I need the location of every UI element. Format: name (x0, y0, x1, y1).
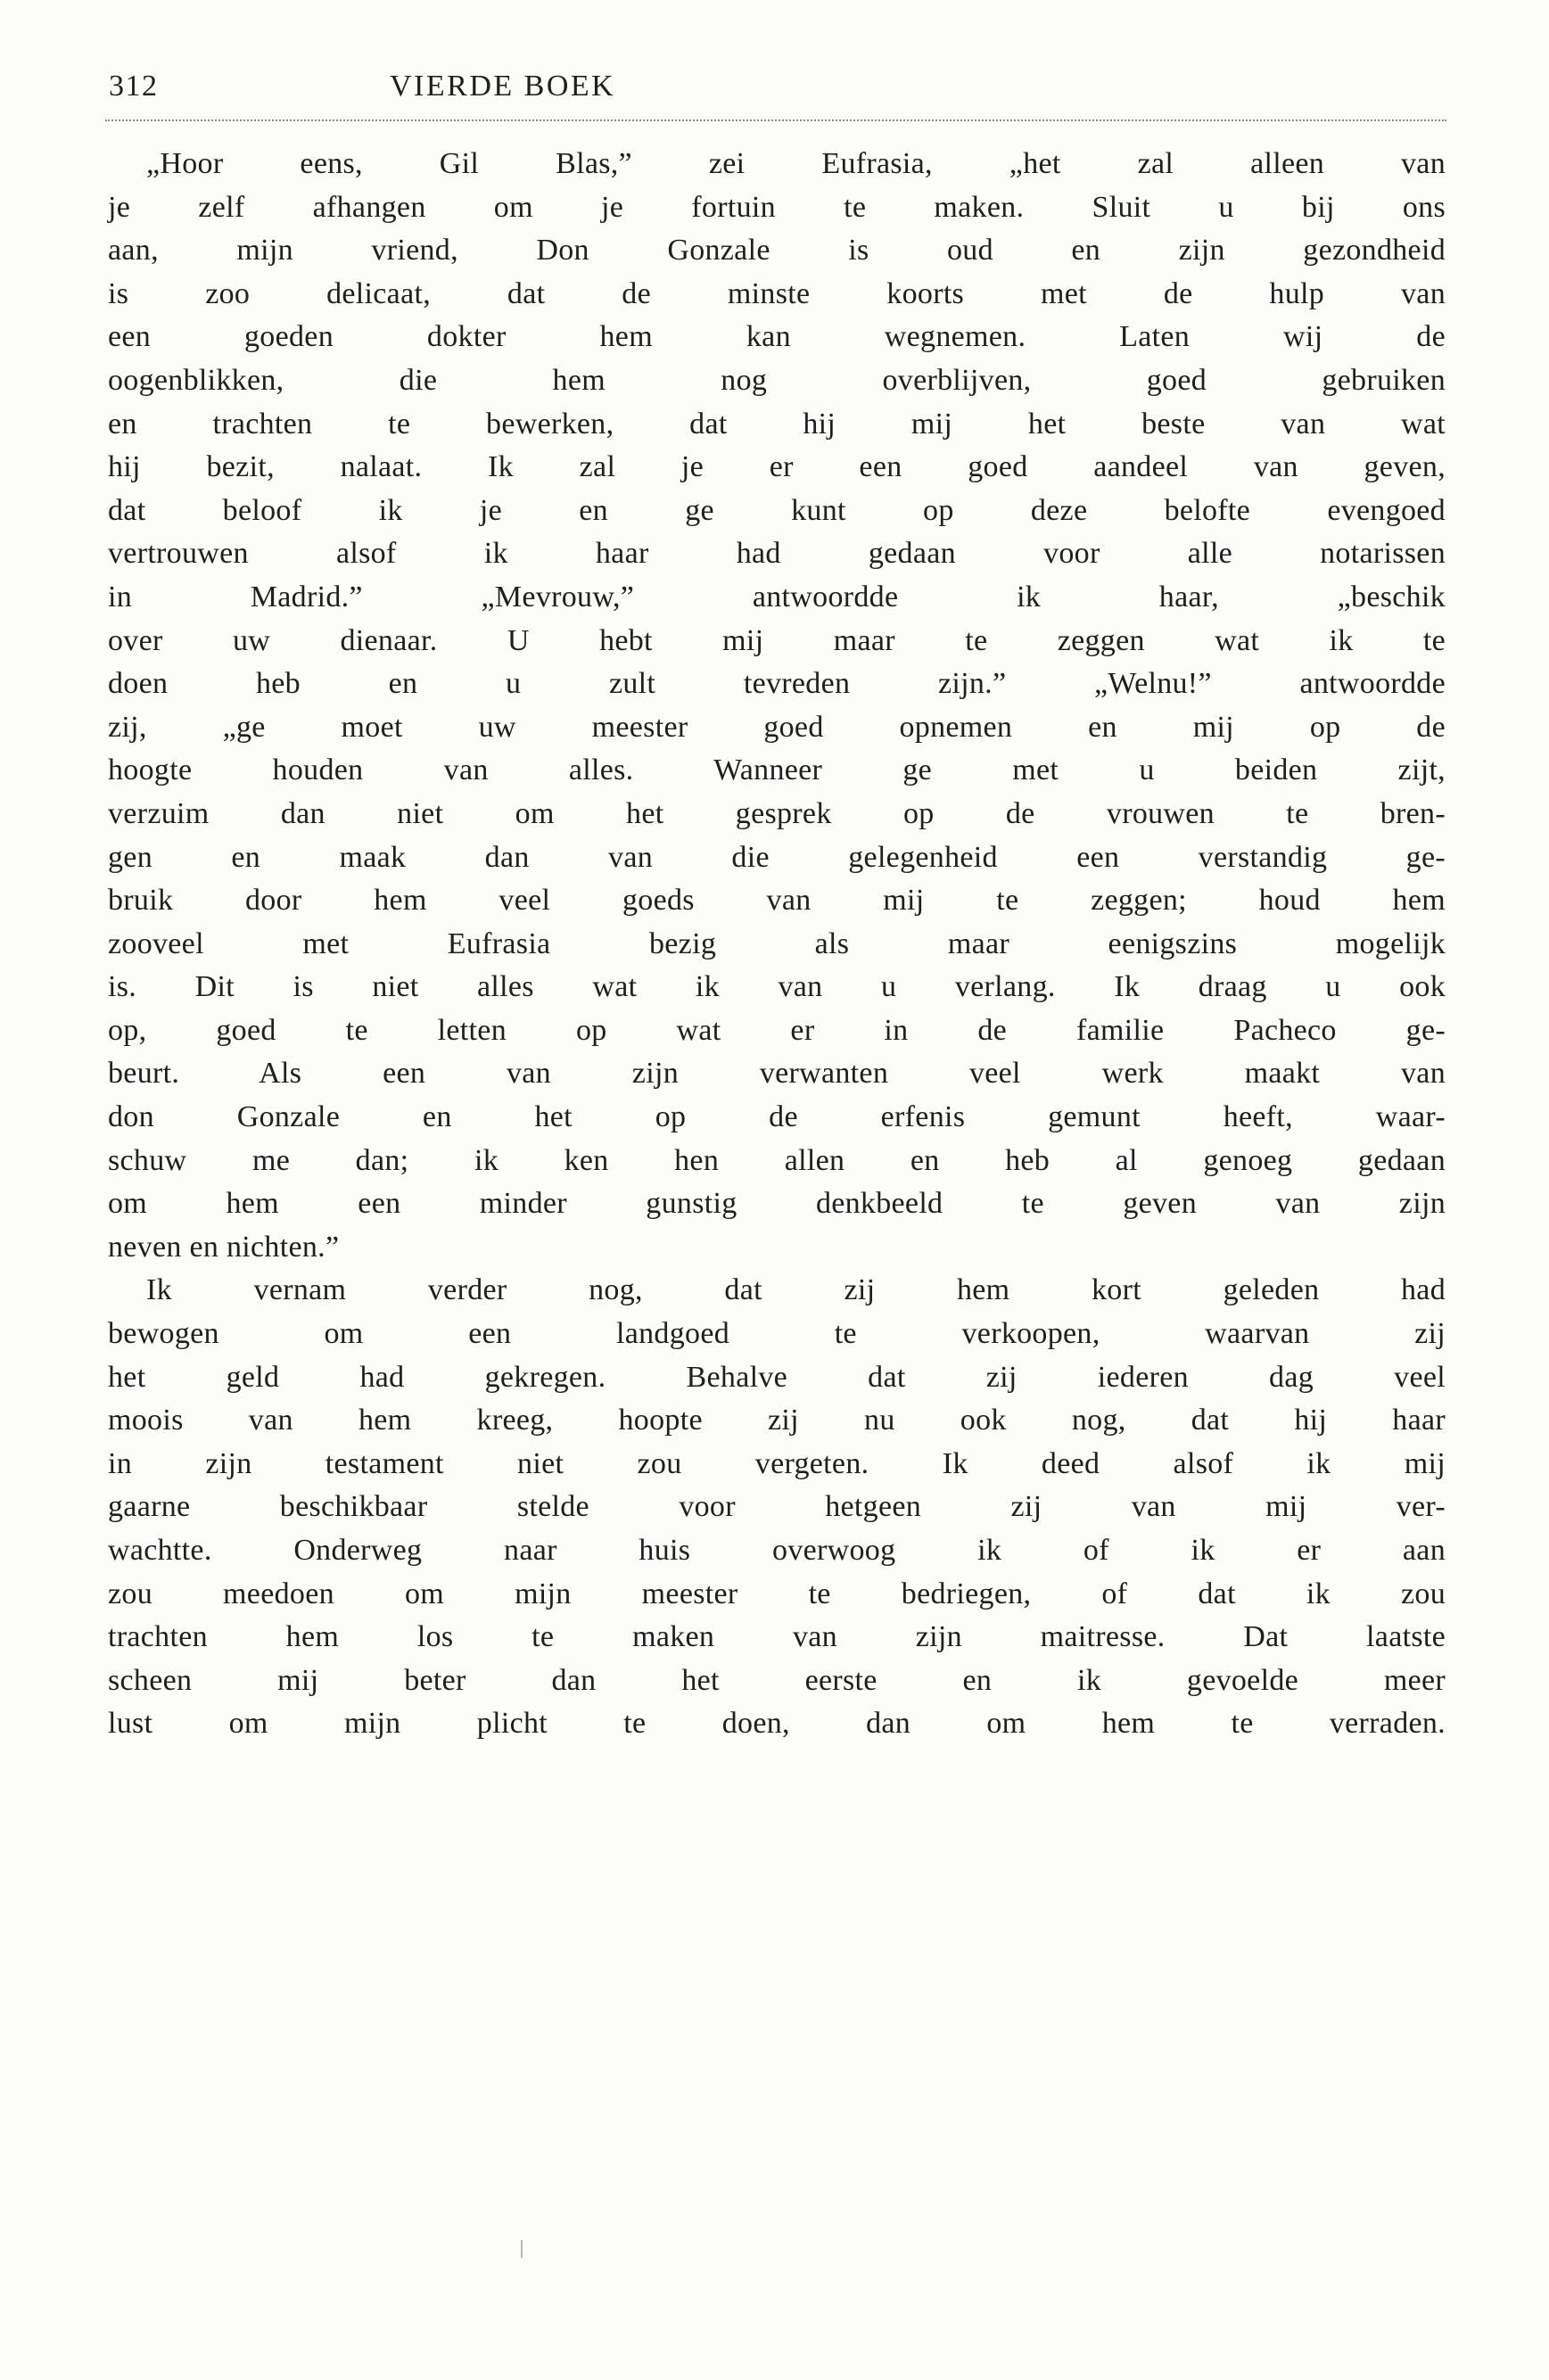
text-line: bruik door hem veel goeds van mij te zeggen; houd hem (108, 884, 1446, 918)
dotted-rule (105, 119, 1446, 121)
text-line: beurt. Als een van zijn verwanten veel werk maakt van (108, 1057, 1446, 1091)
text-line: lust om mijn plicht te doen, dan om hem te verraden. (108, 1707, 1446, 1741)
text-line: een goeden dokter hem kan wegnemen. Laten wij de (108, 320, 1446, 354)
text-line: bewogen om een landgoed te verkoopen, waarvan zij (108, 1317, 1446, 1351)
text-line: verzuim dan niet om het gesprek op de vrouwen te bren- (108, 796, 1446, 830)
text-line: vertrouwen alsof ik haar had gedaan voor alle notarissen (108, 537, 1446, 571)
text-line: trachten hem los te maken van zijn maitresse. Dat laatste (108, 1620, 1446, 1654)
text-line: is zoo delicaat, dat de minste koorts met de hulp van (108, 276, 1446, 310)
text-line: om hem een minder gunstig denkbeeld te geven van zijn (108, 1187, 1446, 1221)
text-line: hij bezit, nalaat. Ik zal je er een goed aandeel van geven, (108, 450, 1446, 484)
text-line: doen heb en u zult tevreden zijn.” „Welnu!” antwoordde (108, 667, 1446, 701)
text-line: moois van hem kreeg, hoopte zij nu ook nog, dat hij haar (108, 1404, 1446, 1437)
text-line: over uw dienaar. U hebt mij maar te zeggen wat ik te (108, 623, 1446, 657)
text-line: „Hoor eens, Gil Blas,” zei Eufrasia, „het zal alleen van (146, 147, 1446, 180)
paragraph-2 (108, 1269, 1446, 1746)
text-line: schuw me dan; ik ken hen allen en heb al genoeg gedaan (108, 1143, 1446, 1177)
text-line: gen en maak dan van die gelegenheid een verstandig ge- (108, 840, 1446, 874)
text-line: gaarne beschikbaar stelde voor hetgeen zij van mij ver- (108, 1490, 1446, 1524)
text-line: aan, mijn vriend, Don Gonzale is oud en zijn gezondheid (108, 234, 1446, 268)
text-line: in zijn testament niet zou vergeten. Ik deed alsof ik mij (108, 1446, 1446, 1480)
text-line: zooveel met Eufrasia bezig als maar eenigszins mogelijk (108, 926, 1446, 960)
paragraph-1 (108, 143, 1446, 1269)
text-line: je zelf afhangen om je fortuin te maken. Sluit u bij ons (108, 190, 1446, 224)
running-head: VIERDE BOEK (390, 70, 616, 103)
text-line: in Madrid.” „Mevrouw,” antwoordde ik haar, „beschik (108, 580, 1446, 614)
text-line: en trachten te bewerken, dat hij mij het beste van wat (108, 407, 1446, 441)
text-line: oogenblikken, die hem nog overblijven, goed gebruiken (108, 363, 1446, 397)
text-line: zij, „ge moet uw meester goed opnemen en mij op de (108, 710, 1446, 744)
text-line: Ik vernam verder nog, dat zij hem kort geleden had (146, 1273, 1446, 1307)
text-line: op, goed te letten op wat er in de familie Pacheco ge- (108, 1013, 1446, 1047)
stray-print-mark (521, 2240, 523, 2258)
text-line: don Gonzale en het op de erfenis gemunt heeft, waar- (108, 1100, 1446, 1134)
text-line: neven en nichten.” (108, 1230, 340, 1264)
page-number: 312 (109, 70, 159, 103)
text-line: hoogte houden van alles. Wanneer ge met u beiden zijt, (108, 754, 1446, 787)
text-line: is. Dit is niet alles wat ik van u verlang. Ik draag u ook (108, 970, 1446, 1004)
page-header (0, 70, 1549, 109)
text-line: zou meedoen om mijn meester te bedriegen, of dat ik zou (108, 1577, 1446, 1610)
text-line: het geld had gekregen. Behalve dat zij iederen dag veel (108, 1360, 1446, 1394)
text-line: dat beloof ik je en ge kunt op deze belofte evengoed (108, 493, 1446, 527)
text-line: scheen mij beter dan het eerste en ik gevoelde meer (108, 1663, 1446, 1697)
page-body (108, 143, 1446, 1746)
text-line: wachtte. Onderweg naar huis overwoog ik of ik er aan (108, 1534, 1446, 1567)
